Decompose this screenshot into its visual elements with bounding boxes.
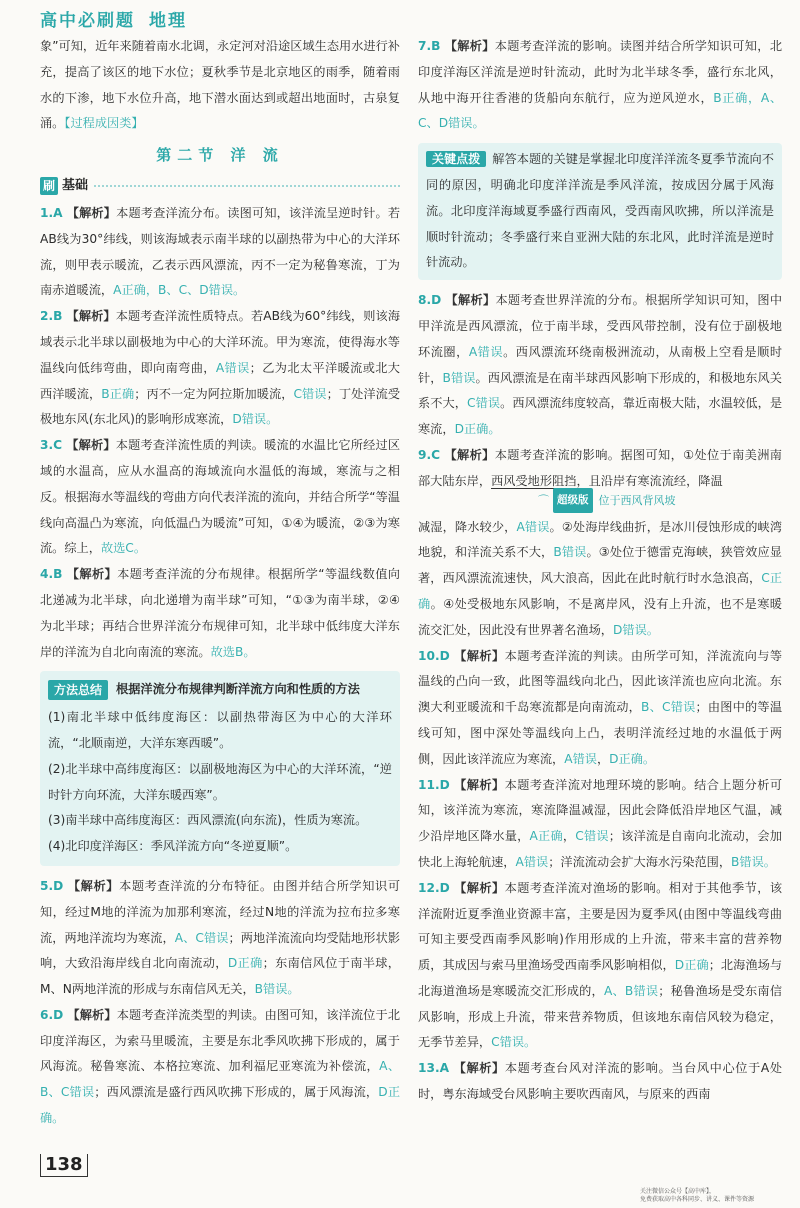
- key-point-box: [418, 143, 782, 280]
- note-tag: 超级版: [553, 488, 593, 514]
- answer-3: 3.C 【解析】本题考查洋流性质的判读。暖流的水温比它所经过区域的水温高，应从水温高的海域流向水温低的海域，寒流与之相反。根据海水等温线的弯曲方向代表洋流的流向，并结合所学“等温线向高温凸为寒流，向低温凸为暖流”可知，①④为暖流，②③为寒流。综上，故选C。: [40, 438, 401, 556]
- answer-1: 1.A 【解析】本题考查洋流分布。读图可知，该洋流呈逆时针。若AB线为30°纬线，则该海域表示南半球的以副热带为中心的大洋环流，则甲表示暖流，乙表示西风漂流，丙不一定为秘鲁寒流，丁为南赤道暖流，A正确，B、C、D错误。: [40, 205, 401, 298]
- left-column: [40, 34, 400, 1132]
- answer-12: 12.D 【解析】本题考查洋流对渔场的影响。相对于其他季节，该洋流附近夏季渔业资源丰富，主要是因为夏季风(由图中等温线弯曲可知主要受西南季风影响)作用形成的上升流，带来丰富的营养物质，其成因与索马里渔场受西南季风影响相似，D正确；北海渔场与北海道渔场是寒暖流交汇形成的，A、B错误；秘鲁渔场是受东南信风影响，形成上升流，带来营养物质，但该地东南信风较为稳定，无季节差异，C错误。: [418, 880, 783, 1050]
- answer-4: 4.B 【解析】本题考查洋流的分布规律。根据所学“等温线数值向北递减为北半球，向北递增为南半球”可知，“①③为南半球，②④为北半球；再结合世界洋流分布规律可知，北半球中低纬度大洋东岸的洋流为自北向南流的寒流。故选B。: [40, 567, 400, 659]
- method-item: (3)南半球中高纬度海区：西风漂流(向东流)，性质为寒流。: [48, 813, 368, 828]
- section-title: 第二节 洋 流: [156, 146, 284, 165]
- key-point-tag: 关键点拨: [426, 151, 486, 167]
- basic-section-bar: [40, 173, 400, 199]
- answer-5: 5.D 【解析】本题考查洋流的分布特征。由图并结合所学知识可知，经过M地的洋流为加那利寒流，经过N地的洋流为拉布拉多寒流，两地洋流均为寒流，A、C错误；两地洋流流向均受陆地形状影响，大致沿海岸线自北向南流动，D正确；东南信风位于南半球，M、N两地洋流的形成与东南信风无关，B错误。: [40, 878, 401, 997]
- footer-note: 关注微信公众号【高中库】， 免费获取高中各科同步、讲义、课件等资源: [640, 1188, 755, 1203]
- book-title: 高中必刷题 地理: [40, 11, 187, 31]
- arrow-icon: ⌒: [538, 493, 549, 507]
- subject-label: 地理: [149, 11, 187, 31]
- dotted-divider: [94, 185, 400, 187]
- method-title: 根据洋流分布规律判断洋流方向和性质的方法: [116, 682, 360, 697]
- right-column: [418, 34, 782, 1108]
- basic-label: 基础: [62, 178, 89, 194]
- page-header: [0, 0, 800, 34]
- answer-6: 6.D 【解析】本题考查洋流类型的判读。由图可知，该洋流位于北印度洋海区，为索马里暖流，主要是东北季风吹拂下形成的，属于风海流。秘鲁寒流、本格拉寒流、加利福尼亚寒流为补偿流，A、B、C错误；西风漂流是盛行西风吹拂下形成的，属于风海流，D正确。: [40, 1007, 401, 1126]
- answer-9-cont: 减湿，降水较少，A错误。②处海岸线曲折，是冰川侵蚀形成的峡湾地貌，和洋流关系不大，B错误。③处位于德雷克海峡，狭管效应显著，西风漂流流速快，风大浪高，因此在此时航行时水急浪高，C正确。④处受极地东风影响，不是离岸风，没有上升流，也不是寒暖流交汇处，因此没有世界著名渔场，D错误。: [418, 519, 783, 637]
- brush-icon: 刷: [40, 177, 58, 195]
- underlined-phrase: 西风受地形阻挡: [491, 473, 577, 488]
- note-text: 位于西风背风坡: [598, 493, 676, 507]
- method-summary-box: [40, 671, 400, 866]
- answer-2: 2.B 【解析】本题考查洋流性质特点。若AB线为60°纬线，则该海域表示北半球以副极地为中心的大洋环流。甲为寒流，使得海水等温线向低纬弯曲，即向南弯曲，A错误；乙为北太平洋暖流或北大西洋暖流，B正确；丙不一定为阿拉斯加暖流，C错误；丁处洋流受极地东风(东北风)的影响形成寒流，D错误。: [40, 309, 401, 427]
- method-item: (2)北半球中高纬度海区：以副极地海区为中心的大洋环流，“逆时针方向环流，大洋东暖西寒”。: [48, 761, 392, 802]
- key-point-text: 解答本题的关键是掌握北印度洋洋流冬夏季节流向不同的原因，明确北印度洋洋流是季风洋流，按成因分属于风海流。北印度洋海域夏季盛行西南风，受西南风吹拂，所以洋流是顺时针流动；冬季盛行来自亚洲大陆的东北风，此时洋流是逆时针流动。: [426, 152, 774, 270]
- intro-paragraph: 象”可知，近年来随着南水北调，永定河对沿途区域生态用水进行补充，提高了该区的地下水位；夏秋季节是北京地区的雨季，随着雨水的下渗，地下水位升高，地下潜水面达到或超出地面时，古泉复涌。【过程成因类】: [40, 39, 400, 131]
- answer-10: 10.D 【解析】本题考查洋流的判读。由所学可知，洋流流向与等温线的凸向一致，此图等温线向北凸，因此该洋流也应向北流。东澳大利亚暖流和千岛寒流都是向南流动，B、C错误；由图中的等温线可知，图中深处等温线向上凸，表明洋流经过地的水温低于两侧，因此该洋流应为寒流，A错误，D正确。: [418, 648, 783, 766]
- answer-7: 7.B 【解析】本题考查洋流的影响。读图并结合所学知识可知，北印度洋海区洋流是逆时针流动，此时为北半球冬季，盛行东北风，从地中海开往香港的货船向东航行，应为逆风逆水，B正确，A、C、D错误。: [418, 39, 783, 131]
- method-item: (4)北印度洋海区：季风洋流方向“冬逆夏顺”。: [48, 839, 298, 854]
- answer-11: 11.D 【解析】本题考查洋流对地理环境的影响。结合上题分析可知，该洋流为寒流，寒流降温减湿，因此会降低沿岸地区气温，减少沿岸地区降水量，A正确，C错误；该洋流是自南向北流动，会加快北上海轮航速，A错误；洋流流动会扩大海水污染范围，B错误。: [418, 777, 783, 869]
- answer-9: 9.C 【解析】本题考查洋流的影响。据图可知，①处位于南美洲南部大陆东岸，西风受地形阻挡，且沿岸有寒流流经，降温: [418, 447, 782, 488]
- answer-8: 8.D 【解析】本题考查世界洋流的分布。根据所学知识可知，图中甲洋流是西风漂流，位于南半球，受西风带控制，没有位于副极地环流圈，A错误。西风漂流环绕南极洲流动，从南极上空看是顺时针，B错误。西风漂流是在南半球西风影响下形成的，和极地东风关系不大，C错误。西风漂流纬度较高，靠近南极大陆，水温较低，是寒流，D正确。: [418, 293, 783, 437]
- answer-13: 13.A 【解析】本题考查台风对洋流的影响。当台风中心位于A处时，粤东海域受台风影响主要吹西南风，与原来的西南: [418, 1061, 783, 1102]
- method-item: (1)南北半球中低纬度海区：以副热带海区为中心的大洋环流，“北顺南逆，大洋东寒西暖”。: [48, 710, 392, 750]
- method-tag: 方法总结: [48, 680, 108, 700]
- method-header: [48, 677, 392, 703]
- page-number: 138: [40, 1154, 88, 1177]
